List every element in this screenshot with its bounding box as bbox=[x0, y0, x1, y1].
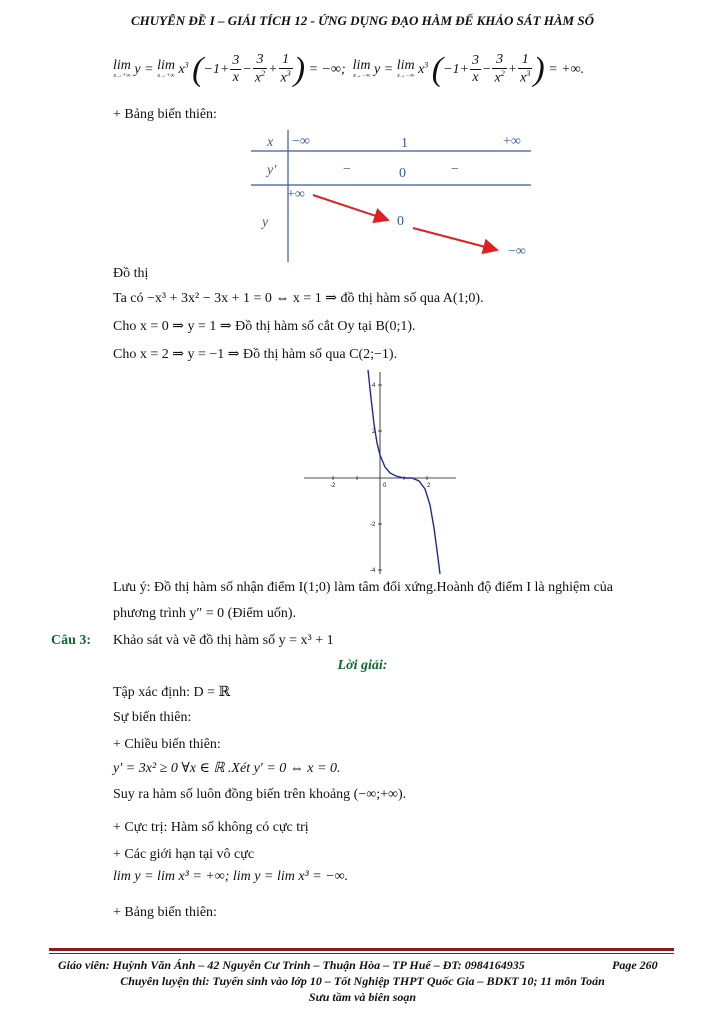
page-header: CHUYÊN ĐỀ I – GIẢI TÍCH 12 - ỨNG DỤNG ĐẠO HÀM ĐỂ KHẢO SÁT HÀM SỐ bbox=[131, 13, 594, 28]
footer-teacher: Giáo viên: Huỳnh Văn Ánh – 42 Nguyễn Cư Trinh – Thuận Hòa – TP Huế – ĐT: 0984164935 bbox=[58, 958, 525, 972]
graph-x-tick-2: 2 bbox=[427, 483, 431, 489]
graph-y-tick-4: 4 bbox=[372, 383, 376, 389]
note-line-1: Lưu ý: Đồ thị hàm số nhận điểm I(1;0) làm tâm đối xứng.Hoành độ điểm I là nghiệm của bbox=[113, 580, 614, 595]
graph-x-tick-0: 0 bbox=[383, 483, 387, 489]
tv-yp-zero: 0 bbox=[399, 166, 406, 181]
footer-rule-thick bbox=[49, 948, 674, 951]
footer-credit: Sưu tầm và biên soạn bbox=[308, 990, 417, 1004]
graph-x-tick-neg2: -2 bbox=[330, 483, 336, 489]
graph-y-tick-2: 2 bbox=[372, 429, 376, 435]
solution-line-4: y′ = 3x² ≥ 0 ∀x ∈ ℝ .Xét y′ = 0 ⇔ x = 0. bbox=[113, 761, 341, 776]
tv-yp-sign-left: − bbox=[343, 162, 351, 177]
graph-line-1: Ta có −x³ + 3x² − 3x + 1 = 0 ⇔ x = 1 ⇒ đồ thị hàm số qua A(1;0). bbox=[113, 291, 484, 306]
solution-line-1: Tập xác định: D = ℝ bbox=[113, 685, 231, 700]
cubic-curve bbox=[368, 370, 440, 574]
solution-title: Lời giải: bbox=[337, 658, 388, 673]
note-line-2: phương trình y″ = 0 (Điểm uốn). bbox=[113, 606, 297, 621]
tv-x-label: x bbox=[267, 135, 274, 150]
tv-x-one: 1 bbox=[401, 136, 408, 151]
limits-line: lim x→+∞ y = lim x→+∞ $x^3$ (−1+ $\frac{3}{x}$ − $\frac{3}{x^2}$ + $\frac{1}{x^3}$ ) = −∞; lim x→−∞ y = lim x→−∞ $x^3$ (−1+ $\frac{3}{x}$ − $\frac{3}{x^2}$ + $\frac{1}{x^3}$ ) = +∞. bbox=[113, 50, 585, 88]
solution-line-2: Sự biến thiên: bbox=[113, 710, 192, 725]
solution-line-9: + Bảng biến thiên: bbox=[113, 905, 217, 920]
graph-y-tick-neg2: -2 bbox=[370, 522, 376, 528]
tv-y-mid: 0 bbox=[397, 214, 404, 229]
solution-line-7: + Các giới hạn tại vô cực bbox=[113, 847, 255, 862]
solution-line-6: + Cực trị: Hàm số không có cực trị bbox=[113, 820, 309, 835]
tv-y-top: +∞ bbox=[287, 187, 305, 202]
footer-rule-thin bbox=[49, 953, 674, 954]
question-text: Khảo sát và vẽ đồ thị hàm số y = x³ + 1 bbox=[113, 633, 334, 648]
tv-y-bottom: −∞ bbox=[508, 244, 526, 259]
footer-course: Chuyên luyện thi: Tuyển sinh vào lớp 10 – Tốt Nghiệp THPT Quốc Gia – BDKT 10; 11 môn Toán bbox=[120, 974, 605, 988]
solution-line-5: Suy ra hàm số luôn đồng biến trên khoảng (−∞;+∞). bbox=[113, 787, 407, 802]
tv-x-neg-inf: −∞ bbox=[292, 134, 310, 149]
variation-table-heading: + Bảng biến thiên: bbox=[113, 107, 217, 122]
graph-title: Đồ thị bbox=[113, 266, 149, 281]
function-graph bbox=[300, 368, 460, 578]
footer-page-number: Page 260 bbox=[612, 958, 658, 972]
solution-line-3: + Chiều biến thiên: bbox=[113, 737, 221, 752]
graph-line-2: Cho x = 0 ⇒ y = 1 ⇒ Đồ thị hàm số cắt Oy tại B(0;1). bbox=[113, 319, 416, 334]
tv-y-label: y bbox=[262, 215, 269, 230]
graph-y-tick-neg4: -4 bbox=[370, 568, 376, 574]
graph-line-3: Cho x = 2 ⇒ y = −1 ⇒ Đồ thị hàm số qua C(2;−1). bbox=[113, 347, 398, 362]
variation-table bbox=[245, 128, 535, 266]
solution-line-8: lim y = lim x³ = +∞; lim y = lim x³ = −∞. bbox=[113, 869, 349, 884]
tv-x-pos-inf: +∞ bbox=[503, 134, 521, 149]
question-label: Câu 3: bbox=[51, 633, 92, 648]
tv-yp-sign-right: − bbox=[451, 162, 459, 177]
tv-yp-label: y′ bbox=[267, 163, 277, 178]
